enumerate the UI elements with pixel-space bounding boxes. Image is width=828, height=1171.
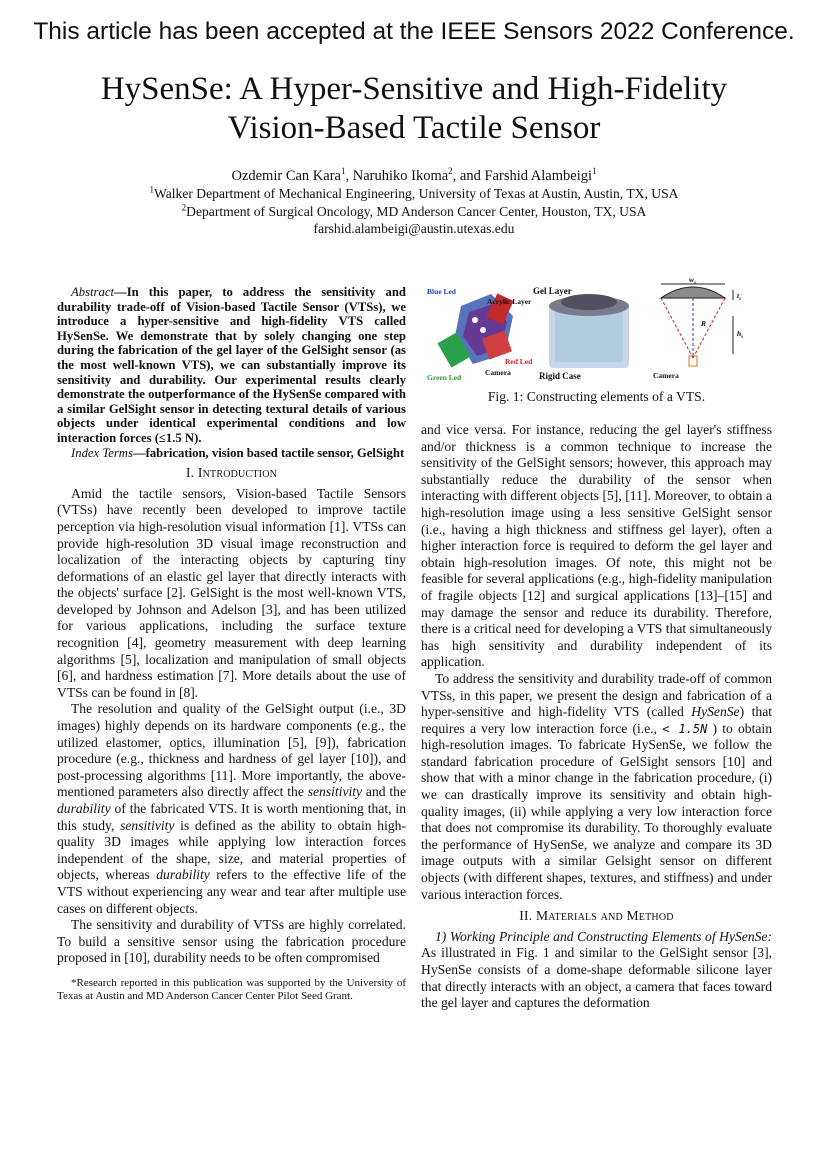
right-column [421,422,772,1012]
label-ws: $w_s$ [689,276,696,286]
footnote: *Research reported in this publication was supported by the University of Texas at Austin and MD Anderson Cancer Center Pilot Seed Grant. [57,976,406,1003]
intro-paragraph-3: The sensitivity and durability of VTSs are highly correlated. To build a sensitive sensor using the fabrication procedure proposed in [10], durability needs to be often compromised [57,917,406,966]
author-list: Ozdemir Can Kara$^1$, Naruhiko Ikoma$^2$, and Farshid Alambeigi$^1$ [231,166,597,184]
intro-paragraph-1: Amid the tactile sensors, Vision-based Tactile Sensors (VTSs) have recently been developed to improve tactile perception via high-resolution visual information [1]. VTSs can provide high-resolution 3D visual image reconstruction and localization of the interacting objects by capturing tiny deformations of an elastic gel layer that directly interacts with the objects' surface [2]. GelSight is the most well-known VTS, developed by Johnson and Adelson [3], and has been utilized for various applications, including the surface texture recognition [4], geometry measurement with deep learning algorithms [5], localization and manipulation of small objects [6], and hardness estimation [7]. More details about the use of VTSs can be found in [8]. [57,485,406,700]
right-paragraph-2: To address the sensitivity and durability trade-off of common VTSs, in this paper, we present the design and fabrication of a hyper-sensitive and high-fidelity VTS (called HySenSe) that requires a very low interaction force (i.e., < 1.5N ) to obtain high-resolution images. To fabricate HySenSe, we follow the standard fabrication procedure of GelSight sensors [10] and show that with a minor change in the fabrication procedure, (i) we can drastically improve its sensitivity and obtain high-quality images, (ii) while applying a very low interaction force that does not compromise its durability. To thoroughly evaluate the performance of HySenSe, we analyze and compare its 3D image outputs with a similar Gelsight sensor on different objects (with different shapes, textures, and stiffness) and under various interaction forces. [421,670,773,902]
label-camera-1: Camera [485,368,511,377]
email: farshid.alambeigi@austin.utexas.edu [313,221,515,236]
section-heading-materials: II. Materials and Method [519,908,674,924]
section-heading-introduction: I. Introduction [185,465,278,481]
affiliation-2: $^2$Department of Surgical Oncology, MD Anderson Cancer Center, Houston, TX, USA [181,202,647,219]
acceptance-banner: This article has been accepted at the IEEE Sensors 2022 Conference. [33,18,795,45]
affiliation-1: $^1$Walker Department of Mechanical Engineering, University of Texas at Austin, Austin, TX, USA [149,184,679,201]
paper-title [40,70,788,148]
label-camera-2: Camera [653,371,679,380]
rigid-case-illustration [549,294,629,368]
title-line-1: HySenSe: A Hyper-Sensitive and High-Fidelity [100,71,728,107]
abstract: Abstract—In this paper, to address the sensitivity and durability trade-off of Vision-based Tactile Sensor (VTSs), we introduce a hyper-sensitive and high-fidelity VTS called HySenSe. We demonstrate that by solely changing one step during the fabrication of the gel layer of the GelSight sensor (as the most well-known VTS), we can substantially improve its sensitivity and durability. Our experimental results clearly demonstrate the outperformance of the HySenSe compared with a similar GelSight sensor in detecting textural details of various objects under identical experimental conditions and low interaction forces (≤1.5 N). [57,285,406,445]
author-2: Naruhiko Ikoma [352,168,449,184]
figure-1 [421,276,772,386]
title-line-2: Vision-Based Tactile Sensor [227,110,601,146]
left-column [57,285,406,1004]
label-hs: $h_s$ [737,329,744,340]
dome-geometry-diagram [661,284,733,366]
label-ts: $t_s$ [737,291,742,302]
intro-paragraph-2: The resolution and quality of the GelSight output (i.e., 3D images) highly depends on its hardware components (e.g., the utilized elastomer, optics, illumination [5], [9]), fabrication procedure (e.g., thickness and hardness of gel layer [10]), and post-processing algorithms [11]. More importantly, the above-mentioned parameters also directly affect the sensitivity and the durability of the fabricated VTS. It is worth mentioning that, in this study, sensitivity is defined as the ability to obtain high-quality 3D images while applying low interaction forces independent of the shape, size, and material properties of objects, whereas durability refers to the effective life of the VTS without experiencing any wear and tear after multiple use cases on different objects. [57,701,407,916]
label-gel-layer: Gel Layer [533,286,572,296]
label-rigid-case: Rigid Case [539,371,581,381]
index-terms: Index Terms—fabrication, vision based tactile sensor, GelSight [71,445,405,460]
author-3: Farshid Alambeigi [484,168,593,184]
author-1: Ozdemir Can Kara [231,168,341,184]
right-paragraph-3: 1) Working Principle and Constructing Elements of HySenSe: As illustrated in Fig. 1 and similar to the GelSight sensor [3], HySenSe consists of a dome-shape deformable silicone layer that directly interacts with an object, a camera that faces toward the gel layer and captures the deformation [421,928,772,1011]
label-r: R [701,319,707,328]
figure-caption: Fig. 1: Constructing elements of a VTS. [487,389,706,404]
label-acrylic-layer: Acrylic Layer [487,297,532,306]
label-red-led: Red Led [505,357,533,366]
right-paragraph-1: and vice versa. For instance, reducing the gel layer's stiffness and/or thickness is a common technique to increase the sensitivity of the GelSight sensors; however, this approach may substantially reduce the durability of the sensor when interacting with different objects [5], [11]. Moreover, to obtain a high-resolution image using a less sensitive GelSight sensor (i.e., having a high thickness and stiffness gel layer), often a higher interaction force is required to deform the gel layer and obtain high-resolution images. Of note, this might not be feasible for several applications (e.g., high-fidelity manipulation of fragile objects [12] and surgical applications [13]–[15] and may damage the sensor and reduce its durability. Therefore, there is a critical need for developing a VTS that simultaneously has high sensitivity and durability independent of its application. [421,422,772,670]
label-blue-led: Blue Led [427,287,456,296]
label-green-led: Green Led [427,373,462,382]
